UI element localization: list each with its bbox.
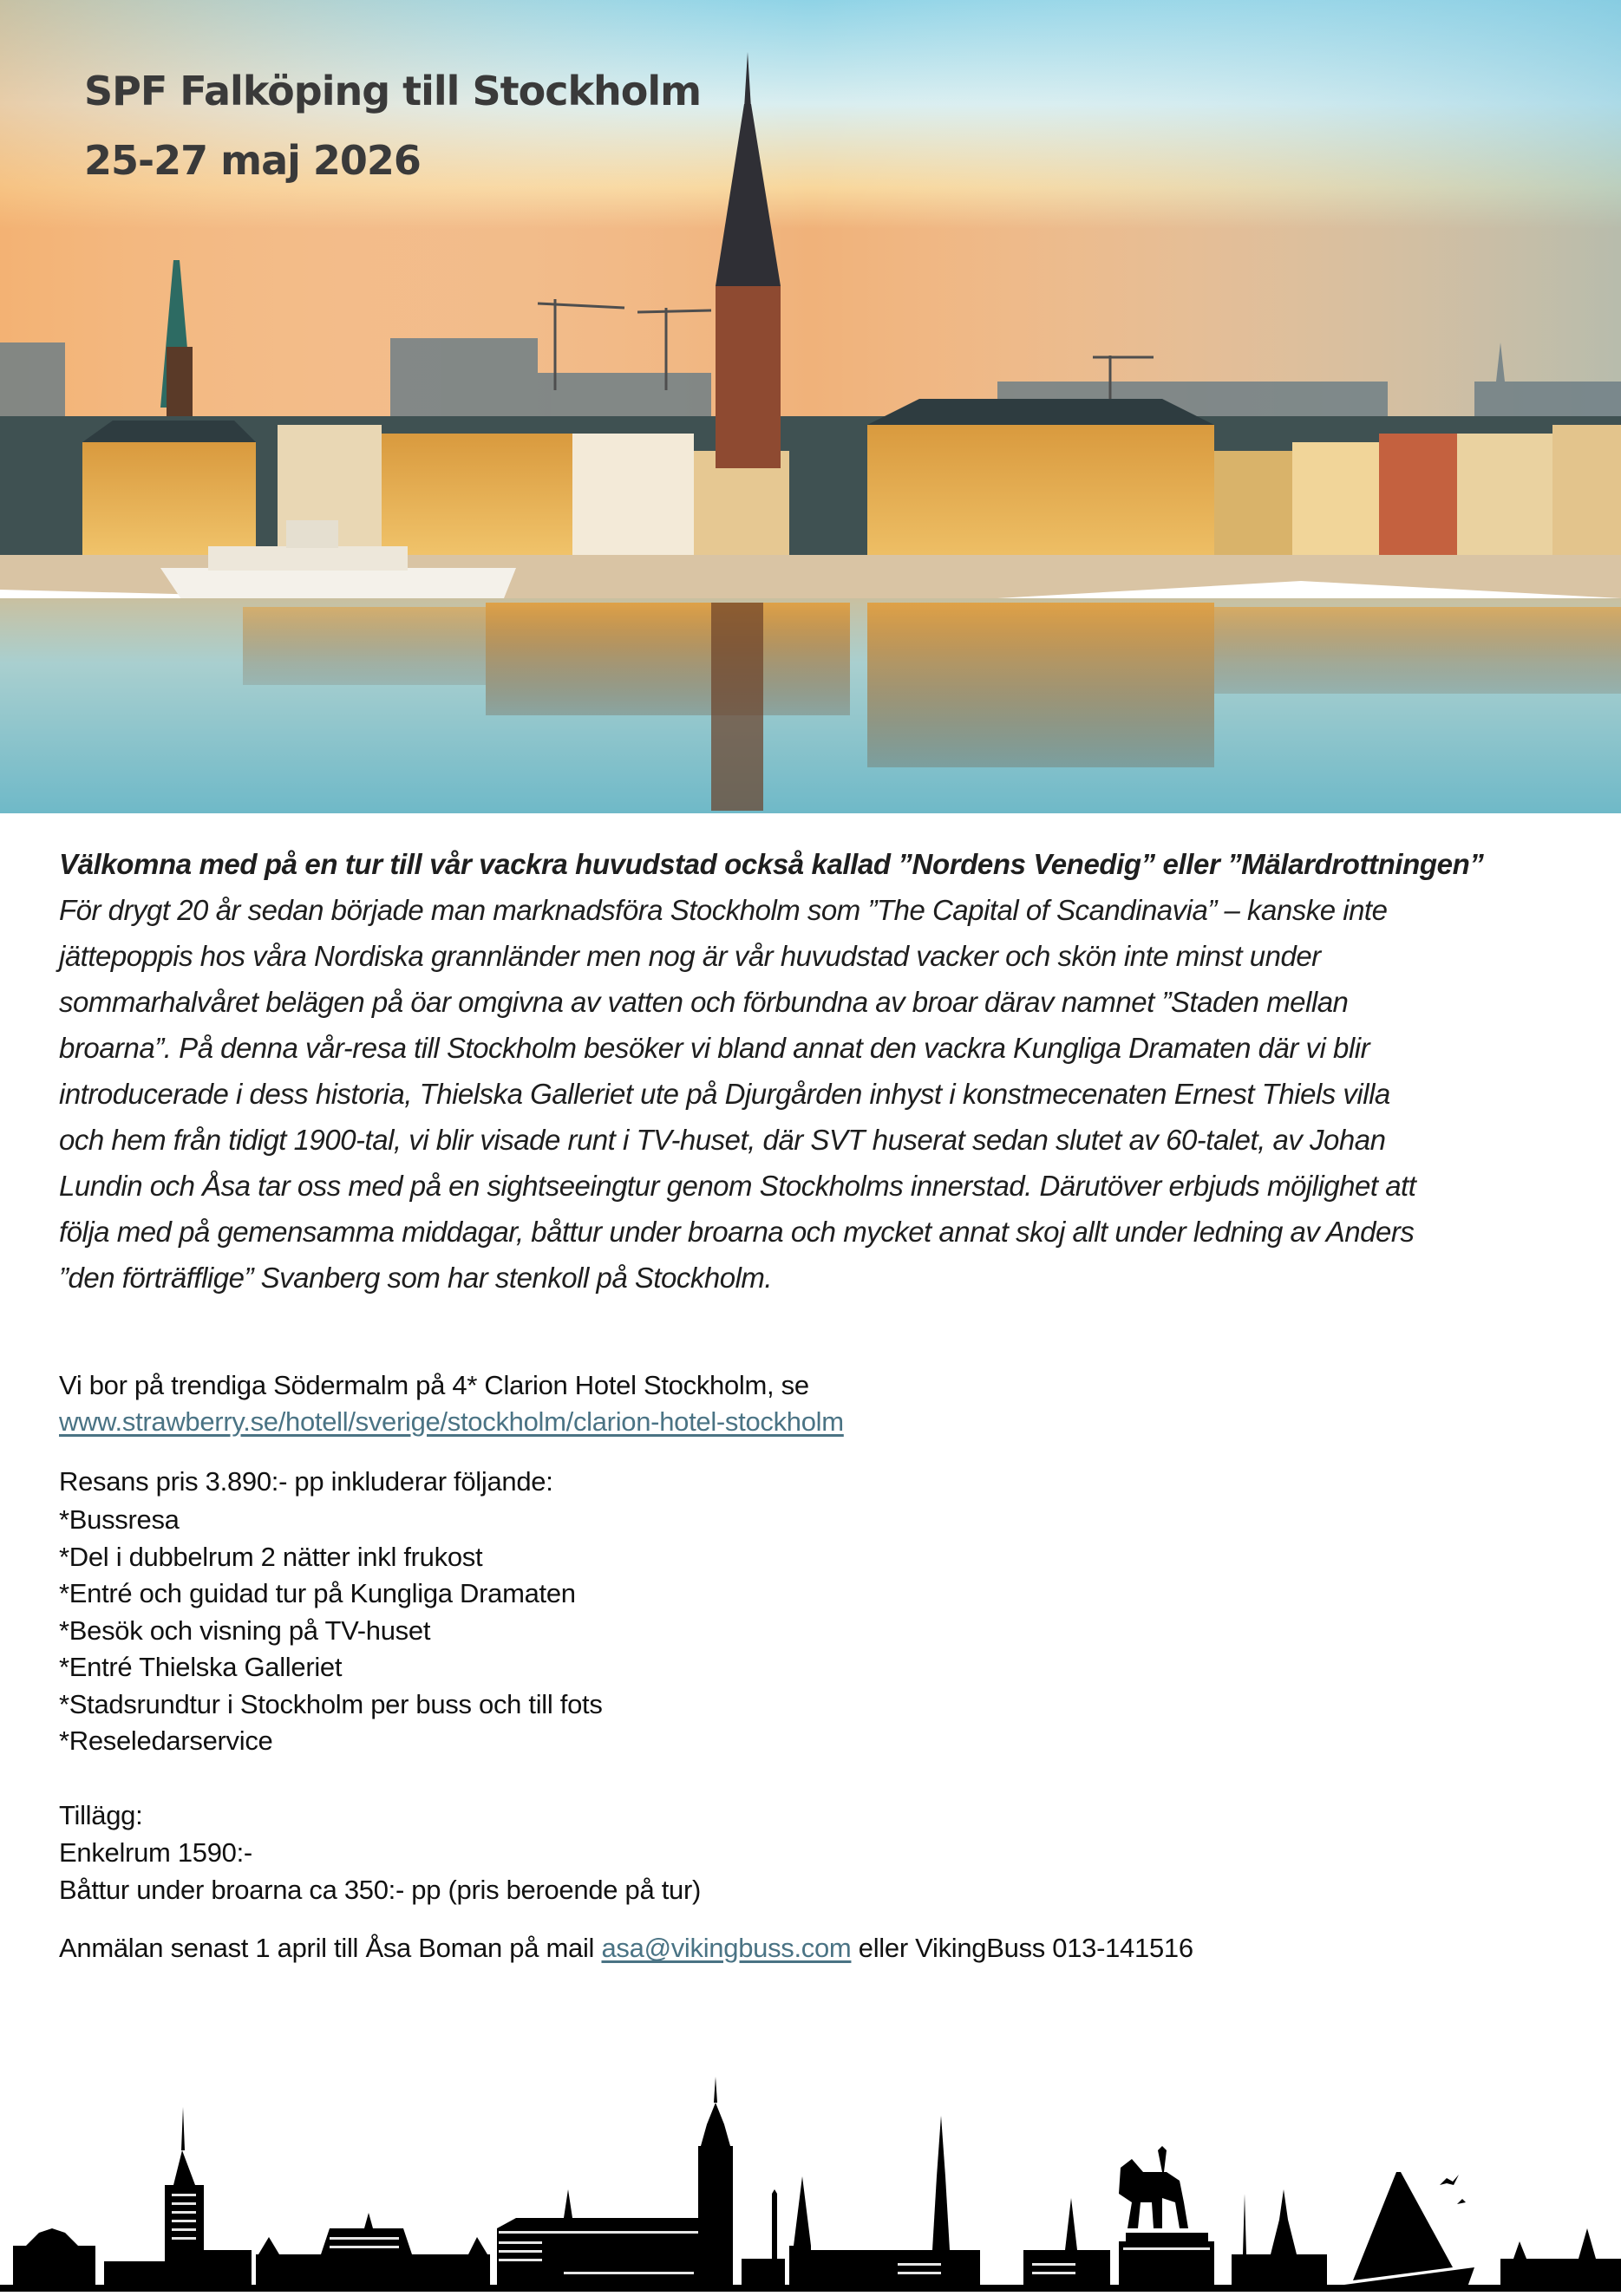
registration-line [59,1933,1193,1964]
page-title: SPF Falköping till Stockholm [84,68,702,114]
right-buildings [1232,2189,1327,2292]
skyline-graphic [0,2064,1621,2292]
extras-item: Enkelrum 1590:- [59,1837,252,1868]
hotel-link[interactable]: www.strawberry.se/hotell/sverige/stockholm/clarion-hotel-stockholm [59,1406,844,1437]
intro-line: För drygt 20 år sedan började man marknadsföra Stockholm som ”The Capital of Scandinavia” – kanske inte [59,894,1388,926]
equestrian-statue [1119,2146,1214,2292]
extras-heading: Tillägg: [59,1800,143,1830]
ground-line [0,2285,1621,2292]
intro-line: ”den förträfflige” Svanberg som har stenkoll på Stockholm. [59,1262,773,1294]
hero-photo [0,0,1621,813]
intro-line: jättepoppis hos våra Nordiska grannländer men nog är vår huvudstad vacker och skön inte minst under [59,940,1321,972]
included-item: *Bussresa [59,1504,180,1535]
trip-dates: 25-27 maj 2026 [84,137,421,184]
included-item: *Entré och guidad tur på Kungliga Dramaten [59,1578,576,1608]
intro-line: introducerade i dess historia, Thielska Galleriet ute på Djurgården inhyst i konstmecenaten Ernest Thiels villa [59,1078,1390,1110]
stockholm-skyline-silhouette [0,2064,1621,2292]
intro-section [59,841,1603,1301]
intro-line: Lundin och Åsa tar oss med på en sightseeingtur genom Stockholms innerstad. Därutöver erbjuds möjlighet att [59,1170,1416,1202]
building-left [13,2228,173,2292]
palace-building [256,2213,490,2292]
registration-suffix: eller VikingBuss 013-141516 [858,1933,1193,1963]
intro-lead: Välkomna med på en tur till vår vackra huvudstad också kallad ”Nordens Venedig” eller ”Mälardrottningen” [59,848,1484,880]
tv-tower-building [165,2107,252,2292]
hero-photo-stockholm [0,0,1621,813]
hotel-text: Vi bor på trendiga Södermalm på 4* Clarion Hotel Stockholm, se [59,1370,809,1400]
intro-line: sommarhalvåret belägen på öar omgivna av vatten och förbundna av broar därav namnet ”Staden mellan [59,986,1349,1018]
included-item: *Stadsrundtur i Stockholm per buss och till fots [59,1688,603,1719]
sailboat [1340,2172,1474,2292]
far-right-buildings [1500,2228,1621,2292]
intro-line: följa med på gemensamma middagar, båttur under broarna och mycket annat skoj allt under ledning av Anders [59,1216,1415,1248]
included-item: *Entré Thielska Galleriet [59,1652,343,1682]
included-item: *Del i dubbelrum 2 nätter inkl frukost [59,1541,483,1572]
included-item: *Reseledarservice [59,1725,273,1756]
intro-line: och hem från tidigt 1900-tal, vi blir visade runt i TV-huset, där SVT huserat sedan slutet av 60-talet, av Johan [59,1124,1386,1156]
extras-item: Båttur under broarna ca 350:- pp (pris beroende på tur) [59,1875,702,1905]
email-link[interactable]: asa@vikingbuss.com [601,1933,852,1963]
included-item: *Besök och visning på TV-huset [59,1614,431,1646]
price-heading: Resans pris 3.890:- pp inkluderar följande: [59,1466,553,1497]
birds [1440,2175,1466,2204]
registration-prefix: Anmälan senast 1 april till Åsa Boman på mail [59,1933,595,1963]
intro-line: broarna”. På denna vår-resa till Stockholm besöker vi bland annat den vackra Kungliga Dramaten där vi blir [59,1032,1370,1064]
included-list [59,1502,603,1760]
